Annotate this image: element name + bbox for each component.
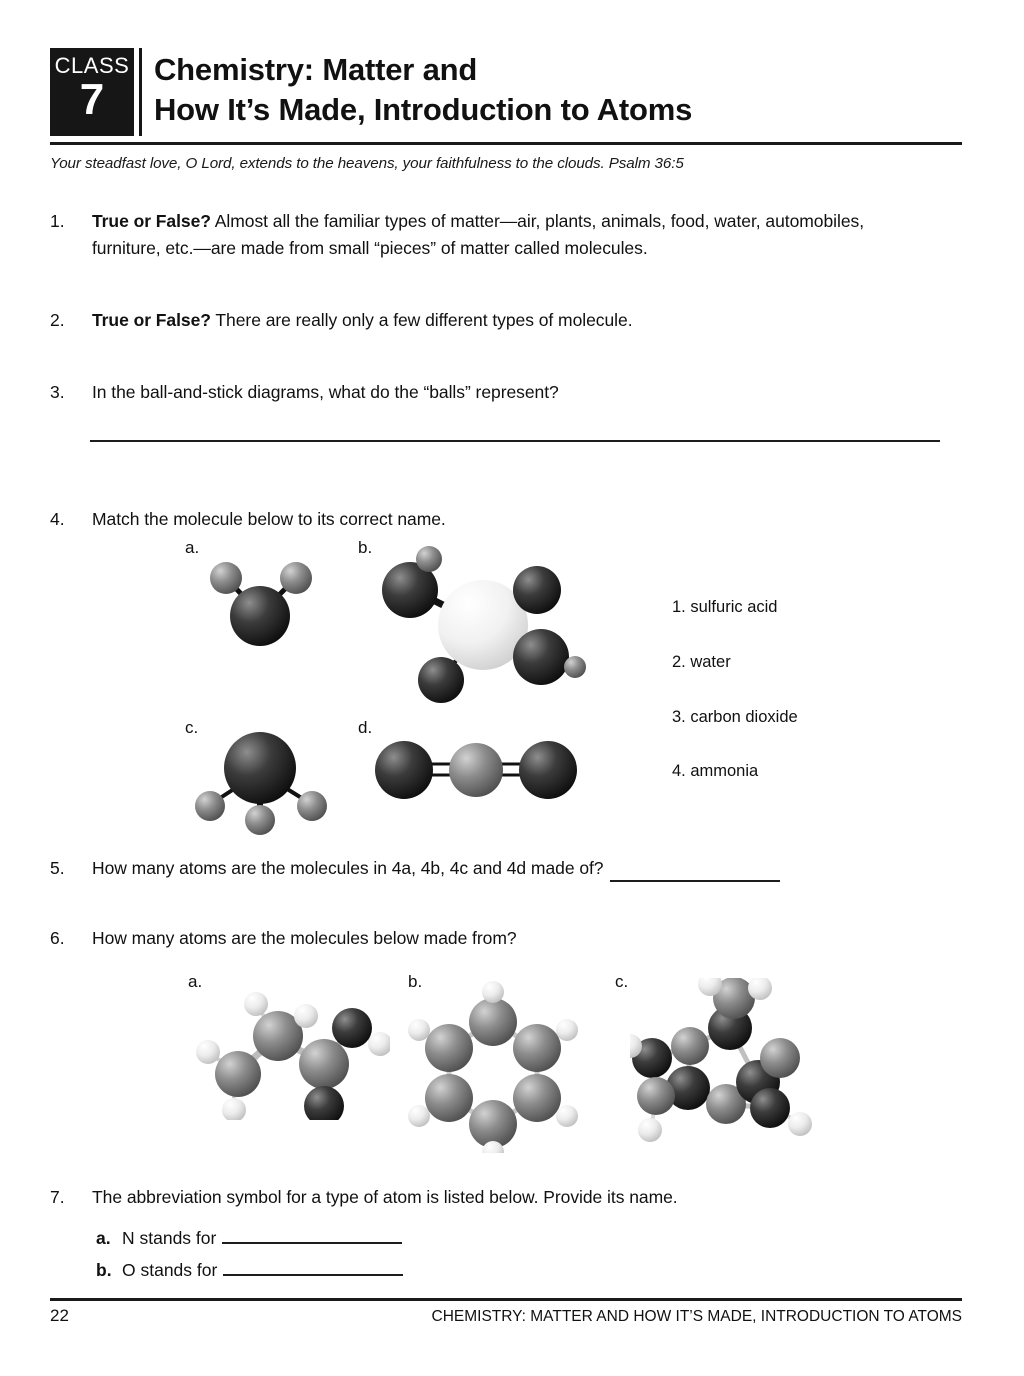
q4-match-options bbox=[672, 598, 798, 817]
question-1-text bbox=[92, 208, 920, 262]
question-7 bbox=[50, 1184, 950, 1211]
question-6-number: 6. bbox=[50, 928, 65, 948]
question-7-body: The abbreviation symbol for a type of atom is listed below. Provide its name. bbox=[92, 1187, 678, 1207]
molecule-methylnaphthalene-diagram bbox=[630, 978, 820, 1143]
question-2-text bbox=[92, 307, 633, 334]
question-3-number: 3. bbox=[50, 382, 65, 402]
page-title-line-2: How It’s Made, Introduction to Atoms bbox=[154, 92, 693, 128]
question-2-bold-lead: True or False? bbox=[92, 310, 211, 330]
molecule-acrylic-acid-diagram bbox=[190, 980, 390, 1120]
question-7-item-a-letter: a. bbox=[96, 1228, 111, 1248]
question-1-bold-lead: True or False? bbox=[92, 211, 211, 231]
page-header bbox=[50, 48, 962, 172]
q4-label-b: b. bbox=[358, 538, 373, 557]
question-7-item-a-text: N stands for bbox=[122, 1228, 217, 1248]
footer-divider bbox=[50, 1298, 962, 1301]
question-7-item-a-blank[interactable] bbox=[222, 1229, 402, 1244]
question-1-number: 1. bbox=[50, 211, 65, 231]
question-1-body: Almost all the familiar types of matter—air, plants, animals, food, water, automobiles, furniture, etc.—are made from small “pieces” of matter called molecules. bbox=[92, 211, 865, 259]
question-1 bbox=[50, 208, 920, 262]
molecule-carbon-dioxide-diagram bbox=[368, 735, 583, 805]
question-4-number: 4. bbox=[50, 509, 65, 529]
question-7-item-b bbox=[96, 1260, 403, 1281]
question-7-item-a bbox=[96, 1228, 402, 1249]
header-divider bbox=[50, 142, 962, 145]
molecule-water-diagram bbox=[190, 552, 330, 657]
page-footer bbox=[50, 1306, 962, 1326]
molecule-ammonia-diagram bbox=[190, 730, 340, 835]
question-7-item-b-letter: b. bbox=[96, 1260, 112, 1280]
question-2 bbox=[50, 307, 920, 334]
question-5-text bbox=[92, 855, 780, 882]
question-7-item-b-blank[interactable] bbox=[223, 1261, 403, 1276]
footer-page-number: 22 bbox=[50, 1306, 69, 1325]
molecule-sulfuric-acid-diagram bbox=[365, 545, 600, 710]
q6-label-b: b. bbox=[408, 972, 423, 991]
question-3-answer-line[interactable] bbox=[90, 440, 940, 442]
question-5 bbox=[50, 855, 950, 882]
question-2-number: 2. bbox=[50, 310, 65, 330]
q6-label-a: a. bbox=[188, 972, 203, 991]
badge-divider bbox=[139, 48, 142, 136]
question-6-body: How many atoms are the molecules below made from? bbox=[92, 928, 517, 948]
question-6 bbox=[50, 925, 950, 952]
question-4 bbox=[50, 506, 920, 533]
q6-label-c: c. bbox=[615, 972, 629, 991]
molecule-benzene-diagram bbox=[405, 978, 580, 1153]
question-2-body: There are really only a few different types of molecule. bbox=[210, 310, 633, 330]
page-title-line-1: Chemistry: Matter and bbox=[154, 52, 478, 87]
scripture-verse: Your steadfast love, O Lord, extends to the heavens, your faithfulness to the clouds. Psalm 36:5 bbox=[50, 155, 684, 172]
class-badge-word: CLASS bbox=[54, 53, 130, 78]
question-7-number: 7. bbox=[50, 1187, 65, 1207]
question-3 bbox=[50, 379, 920, 406]
q4-label-d: d. bbox=[358, 718, 373, 737]
match-option-3[interactable]: 3. carbon dioxide bbox=[672, 707, 798, 726]
match-option-4[interactable]: 4. ammonia bbox=[672, 762, 759, 781]
class-badge bbox=[50, 48, 134, 136]
q4-label-c: c. bbox=[185, 718, 199, 737]
question-7-item-b-text: O stands for bbox=[122, 1260, 218, 1280]
question-5-number: 5. bbox=[50, 858, 65, 878]
page-title bbox=[154, 48, 692, 131]
match-option-2[interactable]: 2. water bbox=[672, 652, 731, 671]
match-option-1[interactable]: 1. sulfuric acid bbox=[672, 598, 778, 616]
question-5-answer-blank[interactable] bbox=[610, 867, 780, 882]
question-4-body: Match the molecule below to its correct name. bbox=[92, 509, 446, 529]
footer-title: CHEMISTRY: MATTER AND HOW IT’S MADE, INTRODUCTION TO ATOMS bbox=[431, 1308, 962, 1325]
q4-label-a: a. bbox=[185, 538, 200, 557]
question-5-body: How many atoms are the molecules in 4a, 4b, 4c and 4d made of? bbox=[92, 858, 604, 878]
question-3-body: In the ball-and-stick diagrams, what do the “balls” represent? bbox=[92, 382, 559, 402]
class-badge-number: 7 bbox=[79, 75, 105, 125]
